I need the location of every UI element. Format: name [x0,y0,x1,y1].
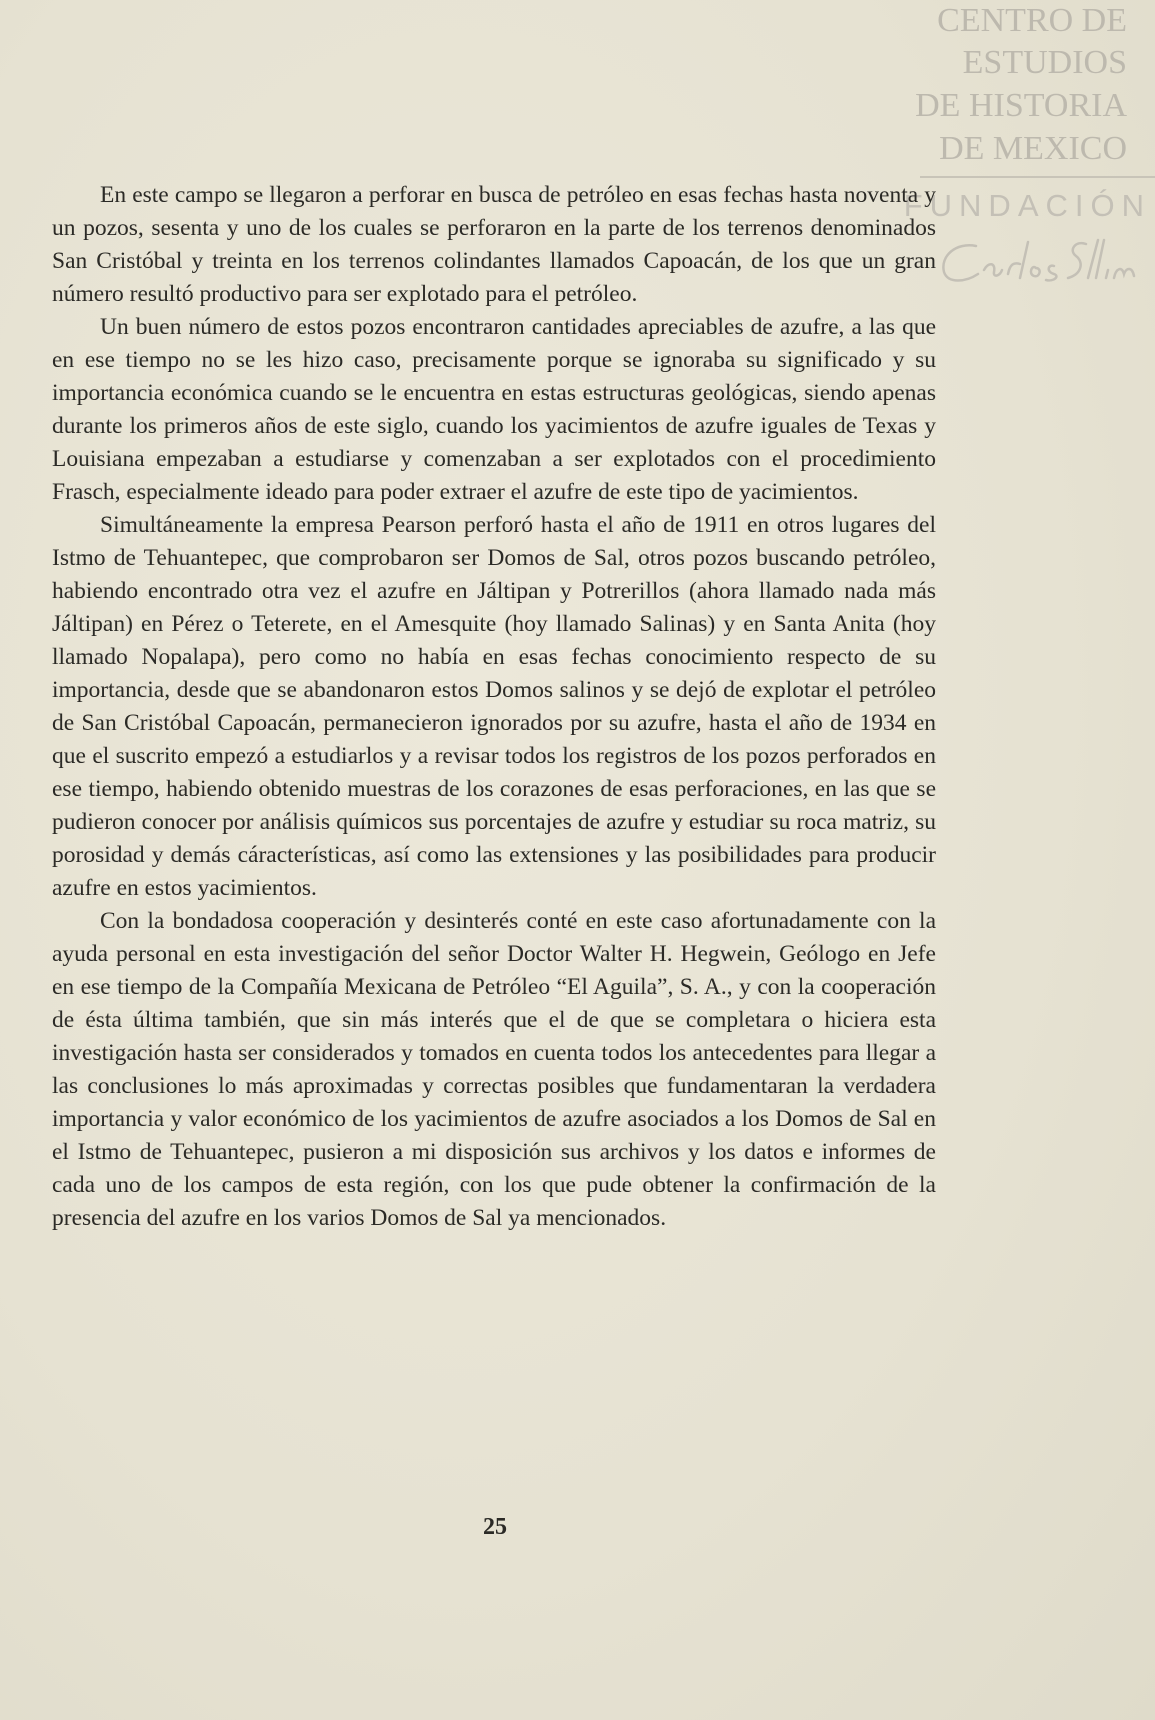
watermark-foundation: FUNDACIÓN [903,188,1151,223]
paragraph-4: Con la bondadosa cooperación y desinterés conté en este caso afortunadamente con la ayuda personal en esta investigación del señor Doctor Walter H. Hegwein, Geólogo en Jefe en ese tiempo de la Compañía Mexicana de Petróleo “El Aguila”, S. A., y con la cooperación de ésta última también, que sin más interés que el de que se completara o hiciera esta investigación hasta ser considerados y tomados en cuenta todos los antecedentes para llegar a las conclusiones lo más aproximadas y correctas posibles que fundamentaran la verdadera importancia y valor económico de los yacimientos de azufre asociados a los Domos de Sal en el Istmo de Tehuantepec, pusieron a mi disposición sus archivos y los datos e informes de cada uno de los campos de esta región, con los que pude obtener la confirmación de la presencia del azufre en los varios Domos de Sal ya mencionados. [52,908,936,1231]
paragraph-3: Simultáneamente la empresa Pearson perforó hasta el año de 1911 en otros lugares del Istmo de Tehuantepec, que comprobaron ser Domos de Sal, otros pozos buscando petróleo, habiendo encontrado otra vez el azufre en Jáltipan y Potrerillos (ahora llamado nada más Jáltipan) en Pérez o Teterete, en el Amesquite (hoy llamado Salinas) y en Santa Anita (hoy llamado Nopalapa), pero como no había en esas fechas conocimiento respecto de su importancia, desde que se abandonaron estos Domos salinos y se dejó de explotar el petróleo de San Cristóbal Capoacán, permanecieron ignorados por su azufre, hasta el año de 1934 en que el suscrito empezó a estudiarlos y a revisar todos los registros de los pozos perforados en ese tiempo, habiendo obtenido muestras de los corazones de esas perforaciones, en las que se pudieron conocer por análisis químicos sus porcentajes de azufre y estudiar su roca matriz, su porosidad y demás cáracterísticas, así como las extensiones y las posibilidades para producir azufre en estos yacimientos. [52,512,936,901]
signature-icon [936,234,1146,290]
paragraph-1: En este campo se llegaron a perforar en busca de petróleo en esas fechas hasta noventa y un pozos, sesenta y uno de los cuales se perforaron en la parte de los terrenos denominados San Cristóbal y treinta en los terrenos colindantes llamados Capoacán, de los que un gran número resultó productivo para ser explotado para el petróleo. [52,182,936,307]
body-text [52,179,936,1235]
watermark-line-1: CENTRO DE [937,2,1127,39]
watermark-line-4: DE MEXICO [939,130,1127,167]
watermark-line-2: ESTUDIOS [962,44,1127,81]
archive-watermark [903,0,1155,300]
paragraph-2: Un buen número de estos pozos encontraron cantidades apreciables de azufre, a las que en ese tiempo no se les hizo caso, precisamente porque se ignoraba su significado y su importancia económica cuando se le encuentra en estas estructuras geológicas, siendo apenas durante los primeros años de este siglo, cuando los yacimientos de azufre iguales de Texas y Louisiana empezaban a estudiarse y comenzaban a ser explotados con el procedimiento Frasch, especialmente ideado para poder extraer el azufre de este tipo de yacimientos. [52,314,936,505]
watermark-line-3: DE HISTORIA [915,87,1127,124]
page-number: 25 [483,1514,507,1540]
watermark-divider [920,176,1155,178]
